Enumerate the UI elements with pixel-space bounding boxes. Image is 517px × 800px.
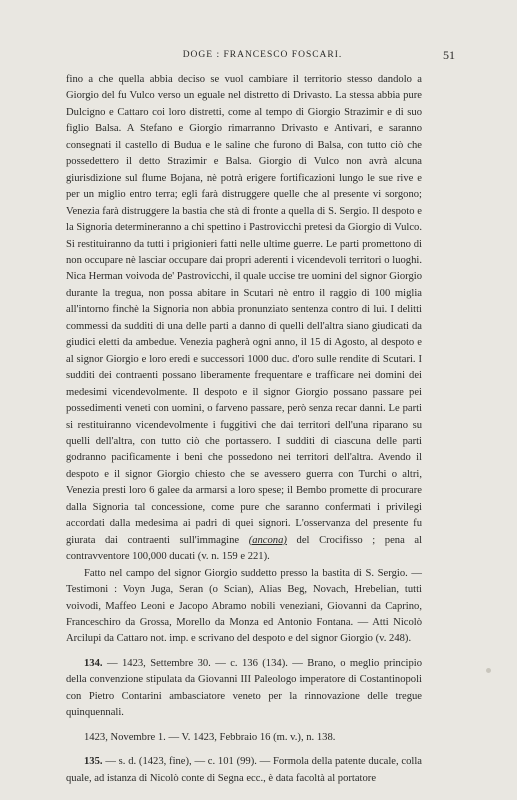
- paragraph-treaty-terms: [66, 72, 422, 566]
- running-head: DOGE : FRANCESCO FOSCARI.: [182, 50, 343, 60]
- paragraph-text: del Crocifisso ; pena al contravventore 100,000 ducati (v. n. 159 e 221).: [66, 534, 423, 563]
- entry-135: [66, 754, 422, 787]
- paper-speck: [486, 668, 491, 673]
- body-text: [66, 72, 422, 787]
- cross-reference: 1423, Novembre 1. — V. 1423, Febbraio 16 (m. v.), n. 138.: [84, 731, 336, 743]
- entry-text: — s. d. (1423, fine), — c. 101 (99). — Formola della patente ducale, colla quale, ad istanza di Nicolò conte di Segna ecc., è data facoltà al portatore: [66, 756, 422, 784]
- paragraph-witnesses: Fatto nel campo del signor Giorgio suddetto presso la bastita di S. Sergio. — Testimoni : Voyn Juga, Seran (o Scian), Alias Beg, Novach, Hrebelian, tutti voivodi, Maffeo Leoni e Jacopo Abramo nobili veneziani, Giovanni da Caprino, Franceschiro da Grossa, Morello da Monza ed Antonio Fontana. — Atti Nicolò Arcilupi da Cattaro not. imp. e scrivano del despoto e del signor Giorgio (v. 248).: [66, 567, 422, 645]
- entry-134: [66, 656, 422, 722]
- paragraph-text: fino a che quella abbia deciso se vuol cambiare il territorio stesso dandolo a Giorgio del fu Vulco verso un eguale nel distretto di Drivasto. La stessa abbia pure Dulcigno e Cattaro coi loro distretti, come al tempo di Giorgio Strazimir e di suo figlio Balsa. A Stefano e Giorgio rimarranno Drivasto e Antivari, e saranno consegnati il castello di Budua e le saline che furono di Balsa, con tutto ciò che possedettero il detto Strazimir e Balsa. Giorgio di Vulco non avrà alcuna giurisdizione sul flume Bojana, nè potrà erigere fortificazioni lungo le sue rive e per un miglio entro terra; egli farà distruggere quelle che al presente vi sorgono; Venezia farà distruggere la bastia che stà di fronte a quella di S. Sergio. Il despoto e la Signoria determineranno a chi spettino i Pastrovicchi pretesi da Giorgio di Vulco. Si restituiranno da tutti i prigionieri fatti nelle ultime guerre. Le parti promettono di non occupare nè lasciar occupare dai propri aderenti i vicendevoli territori o luoghi. Nica Herman voivoda de' Pastrovicchi, il quale uccise tre uomini del signor Giorgio durante la tregua, non possa abitare in Scutari nè entro il raggio di 100 miglia all'intorno finchè la Signoria non abbia pronunziato sentenza contro di lui. I delitti commessi da sudditi di una delle parti a danno di quelli dell'altra siano giudicati da giudici eletti da ambedue. Venezia pagherà ogni anno, il 15 di Agosto, al despoto e al signor Giorgio e loro eredi e successori 1000 duc. d'oro sulle rendite di Scutari. I sudditi dei contraenti possano liberamente frequentare e trafficare nei domini dei medesimi vicendevolmente. Il despoto e il signor Giorgio possano passare pei possedimenti veneti con uomini, o farveno passare, però senza recar danni. Le parti si restituiranno vicendevolmente i fuggitivi che dai territori dell'una riparano su quelli dell'altra, con tutto ciò che portassero. I sudditi di ciascuna delle parti godranno pacificamente i beni che possedono nei territori dell'altra. Avendo il despoto e il signor Giorgio chiesto che se avessero guerra con Turchi o altri, Venezia presti loro 6 galee da armarsi a loro spese; il Bembo promette di procurare dalla Signoria tal concessione, come pure che saranno confermati i privilegi accordati dalla medesima ai padri di quei signori. L'osservanza del presente fu giurata dai contraenti sull'immagine: [66, 74, 422, 546]
- entry-number: 134.: [84, 657, 103, 669]
- entry-text: — 1423, Settembre 30. — c. 136 (134). — Brano, o meglio principio della convenzione stipulata da Giovanni III Paleologo imperatore di Costantinopoli con Pietro Contarini ambasciatore veneto per la rinnovazione delle tregue quinquennali.: [66, 657, 422, 719]
- page-header: [70, 50, 455, 66]
- page-number: 51: [443, 48, 455, 62]
- entry-number: 135.: [84, 756, 103, 768]
- ancona-note: (ancona): [248, 534, 287, 546]
